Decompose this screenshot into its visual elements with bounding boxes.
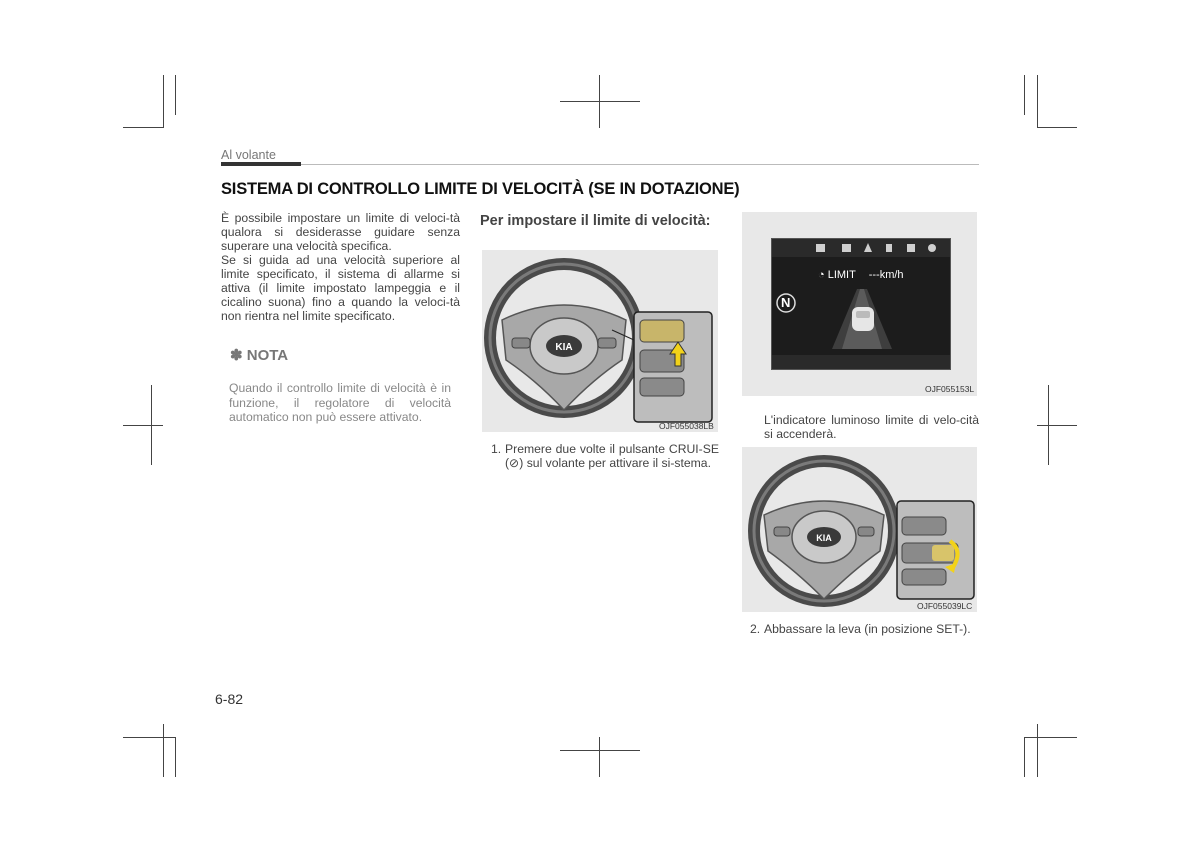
crop-mark — [1024, 75, 1025, 115]
header-bar — [221, 162, 301, 166]
crop-mark — [123, 425, 163, 426]
limit-value: --- — [868, 269, 880, 281]
crop-mark — [123, 737, 176, 738]
crop-mark — [163, 75, 164, 128]
crop-mark — [151, 385, 152, 465]
speed-limit-readout — [818, 269, 904, 281]
note-heading: ✽ NOTA — [230, 347, 289, 364]
crop-mark — [175, 75, 176, 115]
steering-wheel-figure-2 — [742, 447, 977, 612]
intro-text — [221, 211, 460, 323]
crop-mark — [1037, 75, 1038, 128]
steering-wheel-illustration — [482, 250, 718, 432]
svg-text:KIA: KIA — [816, 533, 832, 543]
crop-mark — [1048, 385, 1049, 465]
figure-code: OJF055038LB — [659, 421, 714, 431]
cluster-display-figure — [742, 212, 977, 396]
crop-mark — [599, 737, 600, 777]
intro-paragraph-2: Se si guida ad una velocità superiore al limite specificato, il sistema di allarme si attiva (il limite impostato lampeggia e il cicalino suona) fino a quando la veloci-tà non rientra nel limite specificato. — [221, 253, 460, 323]
crop-mark — [599, 75, 600, 128]
step-number: 1. — [491, 442, 502, 456]
crop-mark — [123, 127, 163, 128]
crop-mark — [1037, 127, 1077, 128]
gear-indicator: N — [781, 295, 791, 310]
step-text: Premere due volte il pulsante CRUI-SE (⊘) sul volante per attivare il si-stema. — [505, 442, 719, 470]
step-2 — [750, 622, 979, 636]
limit-unit: km/h — [879, 269, 904, 281]
steering-wheel-figure-1 — [482, 250, 718, 432]
step-number: 2. — [750, 622, 761, 636]
display-screen — [771, 238, 951, 370]
limit-label: LIMIT — [827, 269, 856, 281]
header-rule — [301, 164, 979, 165]
speedometer-icon: ◔ — [818, 269, 825, 281]
display-graphics — [772, 239, 950, 369]
steering-wheel-illustration — [742, 447, 977, 612]
crop-mark — [163, 724, 164, 777]
crop-mark — [560, 101, 640, 102]
step-1 — [491, 442, 719, 470]
figure-code: OJF055153L — [925, 384, 975, 394]
crop-mark — [560, 750, 640, 751]
page-number: 6-82 — [215, 691, 244, 707]
intro-paragraph-1: È possibile impostare un limite di veloci-tà qualora si desiderasse guidare senza superare una velocità specifica. — [221, 211, 460, 253]
display-caption: L'indicatore luminoso limite di velo-cità si accenderà. — [764, 413, 979, 441]
figure-code: OJF055039LC — [917, 601, 973, 611]
section-label: Al volante — [221, 148, 276, 162]
crop-mark — [175, 737, 176, 777]
crop-mark — [1037, 724, 1038, 777]
svg-text:KIA: KIA — [555, 342, 573, 353]
crop-mark — [1024, 737, 1025, 777]
step-text: Abbassare la leva (in posizione SET-). — [764, 622, 971, 636]
page-title: SISTEMA DI CONTROLLO LIMITE DI VELOCITÀ (SE IN DOTAZIONE) — [221, 180, 740, 198]
note-text: Quando il controllo limite di velocità è in funzione, il regolatore di velocità automatico non può essere attivato. — [229, 381, 451, 424]
crop-mark — [1024, 737, 1077, 738]
setup-heading: Per impostare il limite di velocità: — [480, 213, 711, 229]
crop-mark — [1037, 425, 1077, 426]
